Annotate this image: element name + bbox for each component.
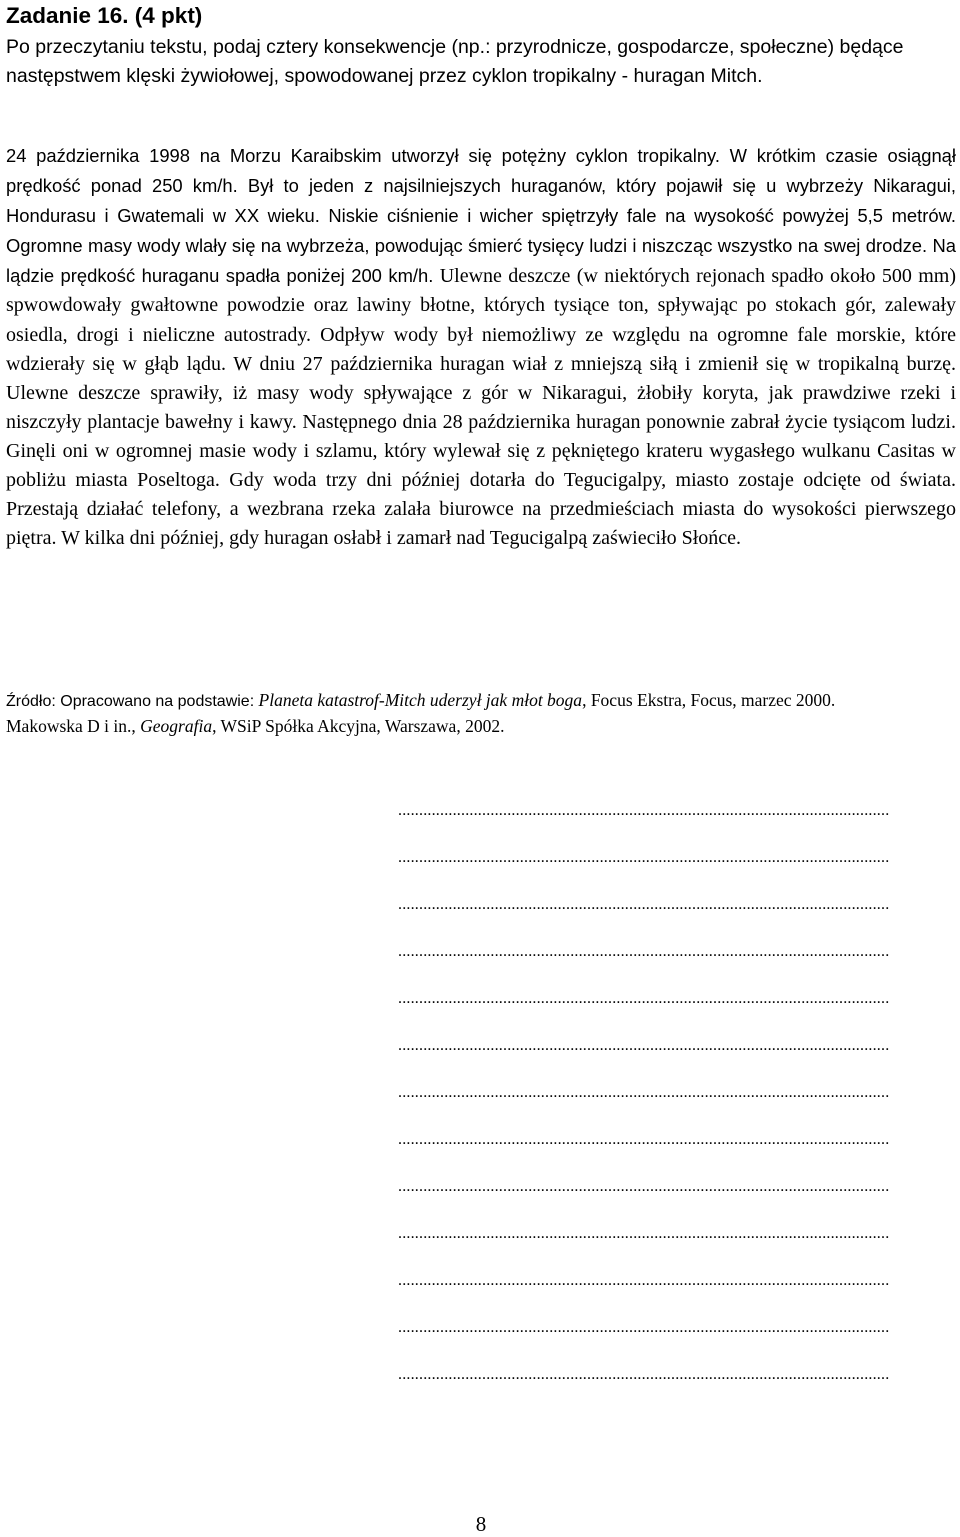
source-text [6, 141, 956, 553]
citation-line-1 [6, 688, 956, 714]
answer-line[interactable]: ..................................................................................................................... [398, 1272, 890, 1289]
answer-line[interactable]: ..................................................................................................................... [398, 1319, 890, 1336]
source-text-part-2: Ulewne deszcze (w niektórych rejonach spadło około 500 mm) spwowdowały gwałtowne powodzie oraz lawiny błotne, których tysiące ton, spływając po stokach gór, zalewały osiedla, drogi i nieliczne autostrady. Odpływ wody był niemożliwy ze względu na ogromne fale morskie, które wdzierały się w głąb lądu. W dniu 27 października huragan wiał z mniejszą siłą i zmienił się w tropikalną burzę. Ulewne deszcze sprawiły, iż masy wody spływające z gór w Nikaragui, żłobiły koryta, jak prawdziwe rzeki i niszczyły plantacje bawełny i kawy. Następnego dnia 28 października huragan ponownie zabrał życie tysiącom ludzi. Ginęli oni w ogromnej masie wody i szlamu, który wylewał się z pękniętego krateru wygasłego wulkanu Casitas w pobliżu miasta Poseltoga. Gdy woda trzy dni później dotarła do Tegucigalpy, miasto zostaje odcięte od świata. Przestają działać telefony, a wezbrana rzeka zalała biurowce na przedmieściach miasta do wysokości pierwszego piętra. W kilka dni później, gdy huragan osłabł i zamarł nad Tegucigalpą zaświeciło Słońce. [6, 265, 956, 550]
answer-area[interactable] [398, 787, 958, 1398]
answer-line[interactable]: ..................................................................................................................... [398, 1131, 890, 1148]
task-instruction: Po przeczytaniu tekstu, podaj cztery konsekwencje (np.: przyrodnicze, gospodarcze, społeczne) będące następstwem klęski żywiołowej, spowodowanej przez cyklon tropikalny - huragan Mitch. [6, 36, 904, 87]
answer-line[interactable]: ..................................................................................................................... [398, 1178, 890, 1195]
citation-title-1: Planeta katastrof-Mitch uderzył jak młot boga [258, 690, 583, 710]
answer-line[interactable]: ..................................................................................................................... [398, 849, 890, 866]
answer-line[interactable]: ..................................................................................................................... [398, 1084, 890, 1101]
citation-rest-2: , WSiP Spółka Akcyjna, Warszawa, 2002. [212, 716, 505, 736]
citation-authors-2: Makowska D i in., [6, 716, 136, 736]
answer-line[interactable]: ..................................................................................................................... [398, 943, 890, 960]
task-title: Zadanie 16. (4 pkt) [6, 3, 203, 28]
citation-title-2: Geografia [140, 716, 213, 736]
citation-label: Źródło: Opracowano na podstawie: [6, 693, 255, 710]
answer-line[interactable]: ..................................................................................................................... [398, 990, 890, 1007]
answer-line[interactable]: ..................................................................................................................... [398, 896, 890, 913]
answer-line[interactable]: ..................................................................................................................... [398, 802, 890, 819]
citation-rest-1: , Focus Ekstra, Focus, marzec 2000. [582, 690, 836, 710]
answer-line[interactable]: ..................................................................................................................... [398, 1366, 890, 1383]
citation-line-2 [6, 714, 956, 738]
answer-line[interactable]: ..................................................................................................................... [398, 1225, 890, 1242]
source-citation [6, 688, 956, 738]
answer-line[interactable]: ..................................................................................................................... [398, 1037, 890, 1054]
page-number: 8 [475, 1512, 487, 1536]
source-text-part-1: 24 października 1998 na Morzu Karaibskim utworzył się potężny cyklon tropikalny. W krótkim czasie osiągnął prędkość ponad 250 km/h. Był to jeden z najsilniejszych huraganów, który pojawił się u wybrzeży Nikaragui, Hondurasu i Gwatemali w XX wieku. Niskie ciśnienie i wicher spiętrzyły fale na wysokość powyżej 5,5 metrów. Ogromne masy wody wlały się na wybrzeża, powodując śmierć tysięcy ludzi i niszcząc wszystko na swej drodze. Na lądzie prędkość huraganu spadła poniżej 200 km/h. [6, 145, 956, 287]
